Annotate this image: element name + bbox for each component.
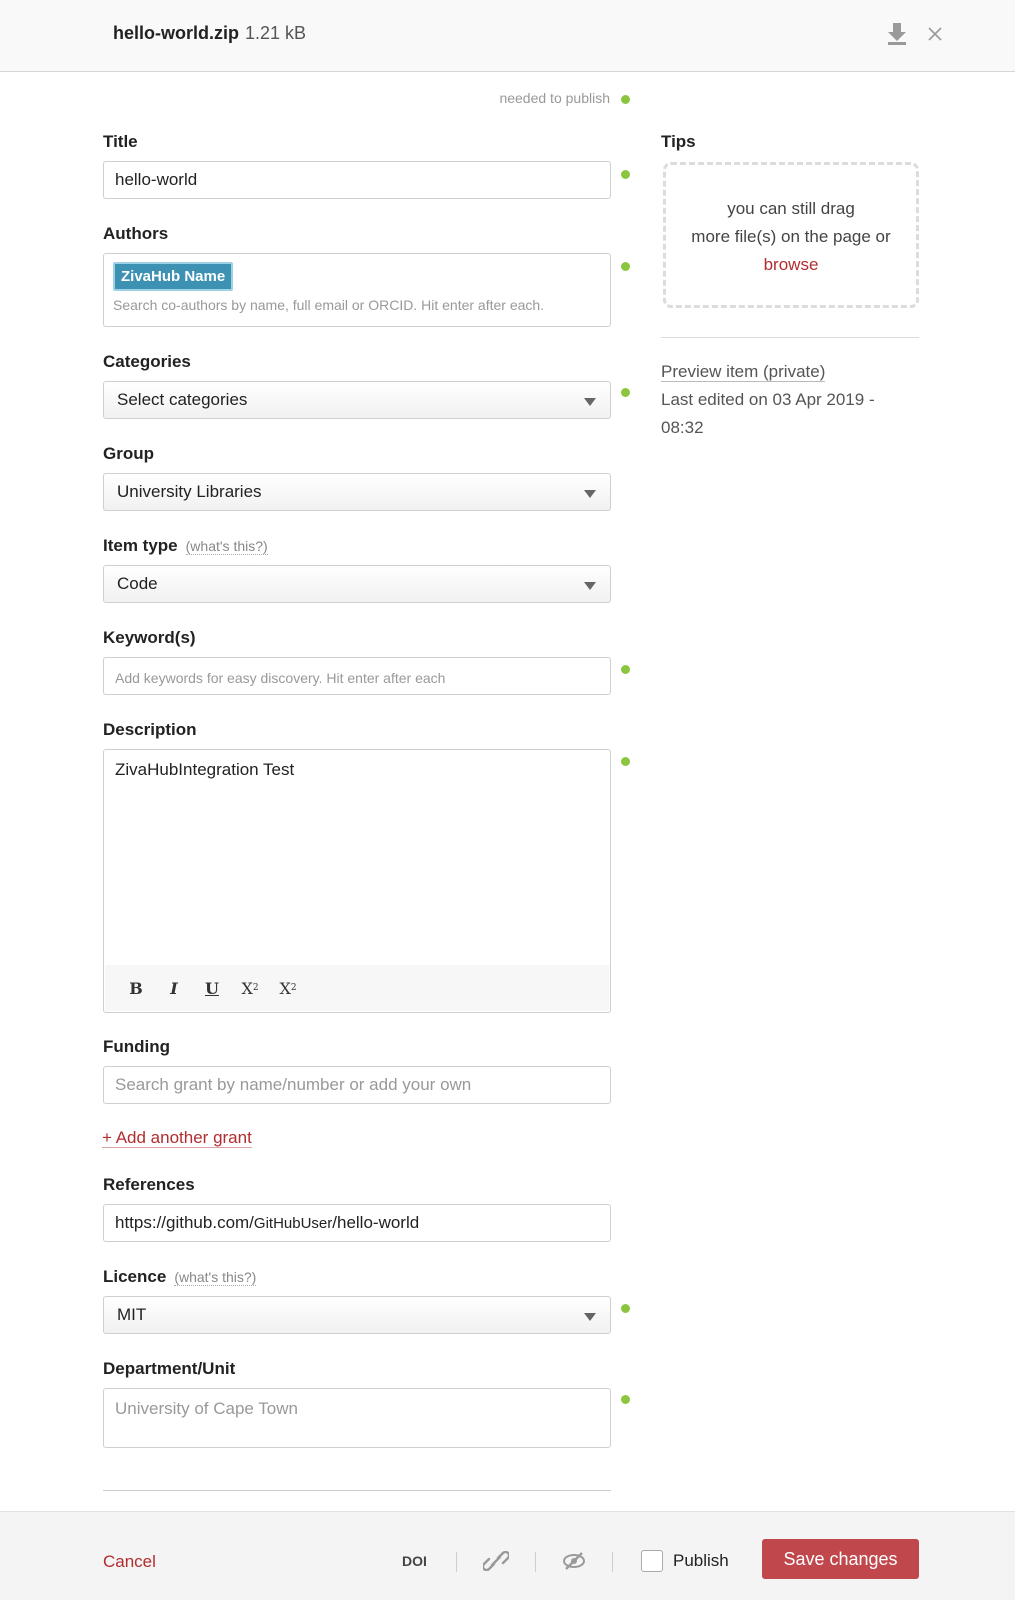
author-tag[interactable]: ZivaHub Name [113,262,233,291]
editor-toolbar [105,965,609,1011]
form-divider [103,1490,611,1491]
licence-label [103,1267,256,1287]
department-input[interactable] [103,1388,611,1448]
licence-value: MIT [117,1305,147,1324]
subscript-icon[interactable]: X 2 [241,978,259,998]
authors-input[interactable] [103,253,611,327]
categories-value: Select categories [117,390,248,409]
chevron-down-icon [584,582,596,590]
publish-toggle[interactable] [641,1548,729,1574]
sidebar-divider [661,337,919,338]
footer-separator [456,1552,457,1572]
keywords-placeholder: Add keywords for easy discovery. Hit enter after each [115,670,446,686]
file-size: 1.21 kB [245,23,307,43]
references-suffix: /hello-world [332,1213,420,1232]
keywords-label: Keyword(s) [103,628,196,647]
department-label: Department/Unit [103,1359,236,1378]
funding-input[interactable] [103,1066,611,1104]
item-info [661,358,901,442]
bold-icon[interactable]: B [129,978,143,998]
file-drop-zone[interactable] [663,162,919,308]
references-label: References [103,1175,195,1194]
item-type-value: Code [117,574,158,593]
footer-separator [612,1552,613,1572]
references-user: GitHubUser [253,1215,333,1232]
save-changes-button[interactable]: Save changes [762,1539,919,1579]
required-note: needed to publish [499,90,610,106]
title-value: hello-world [115,170,198,189]
group-label: Group [103,444,154,463]
title-required-dot [621,170,630,179]
tips-heading: Tips [661,132,696,151]
close-icon[interactable] [923,22,947,46]
dialog-footer [0,1511,1015,1600]
last-edited-text: Last edited on 03 Apr 2019 - 08:32 [661,390,875,437]
group-value: University Libraries [117,482,262,501]
footer-separator [535,1552,536,1572]
item-type-label [103,536,268,556]
funding-placeholder: Search grant by name/number or add your own [115,1075,472,1094]
publish-checkbox[interactable] [641,1550,663,1572]
eye-slash-icon[interactable] [562,1548,586,1574]
title-input[interactable] [103,161,611,199]
department-required-dot [621,1395,630,1404]
item-type-select[interactable] [103,565,611,603]
references-input[interactable] [103,1204,611,1242]
download-arrow-icon[interactable] [885,22,909,46]
group-select[interactable] [103,473,611,511]
add-grant-link[interactable] [102,1128,252,1148]
file-name-heading [113,23,306,44]
keywords-input[interactable] [103,657,611,695]
superscript-icon[interactable]: X 2 [279,978,297,998]
department-placeholder: University of Cape Town [115,1399,298,1418]
chevron-down-icon [584,398,596,406]
item-type-help-link[interactable]: (what's this?) [185,538,268,554]
description-label: Description [103,720,197,739]
browse-link[interactable]: browse [763,255,819,274]
description-value: ZivaHubIntegration Test [115,760,295,779]
chevron-down-icon [584,1313,596,1321]
licence-required-dot [621,1304,630,1313]
licence-select[interactable] [103,1296,611,1334]
funding-label: Funding [103,1037,171,1056]
item-type-label-text: Item type [103,536,178,555]
doi-button[interactable] [402,1548,427,1574]
cancel-button[interactable]: Cancel [103,1552,156,1571]
references-prefix: https://github.com/ [115,1213,254,1232]
authors-placeholder: Search co-authors by name, full email or ORCID. Hit enter after each. [113,297,545,313]
title-label: Title [103,132,138,151]
description-required-dot [621,757,630,766]
keywords-required-dot [621,665,630,674]
dialog-header [0,0,1015,72]
licence-label-text: Licence [103,1267,167,1286]
italic-icon[interactable]: I [170,978,178,998]
categories-select[interactable] [103,381,611,419]
authors-label: Authors [103,224,169,243]
link-icon[interactable] [483,1548,509,1574]
drop-text-line2: more file(s) on the page or [691,227,891,246]
file-name: hello-world.zip [113,23,239,43]
authors-required-dot [621,262,630,271]
underline-icon[interactable]: U [205,978,219,998]
licence-help-link[interactable]: (what's this?) [174,1269,257,1285]
categories-label: Categories [103,352,191,371]
chevron-down-icon [584,490,596,498]
preview-item-link[interactable]: Preview item (private) [661,362,826,381]
required-indicator-dot [621,95,630,104]
doi-label: DOI [402,1553,427,1569]
add-grant-link-text: + Add another grant [102,1128,252,1147]
categories-required-dot [621,388,630,397]
drop-text-line1: you can still drag [727,199,855,218]
description-editor[interactable] [103,749,611,1013]
publish-label: Publish [673,1551,729,1570]
